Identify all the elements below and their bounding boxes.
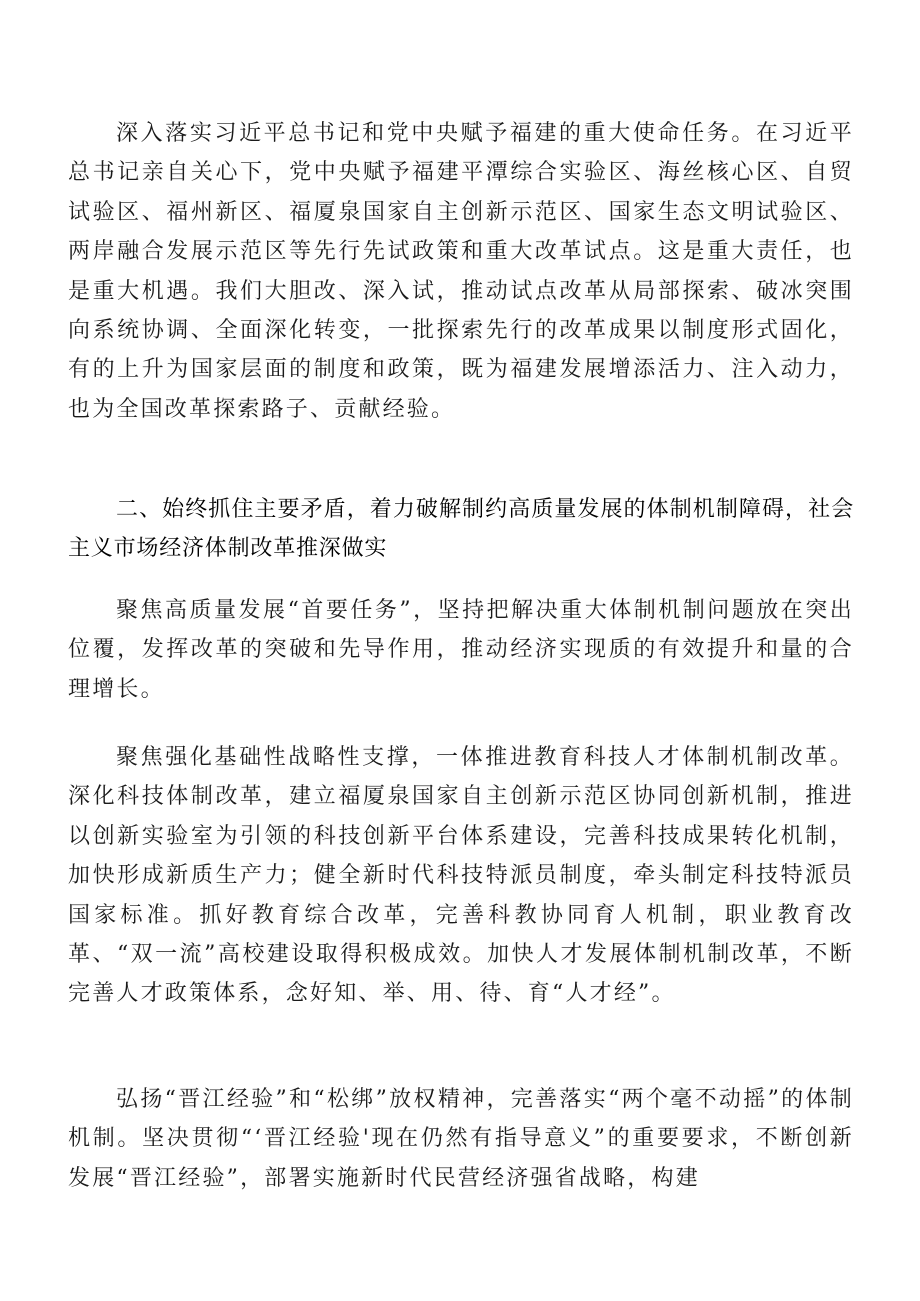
body-paragraph-jinjiang-experience: 弘扬“晋江经验”和“松绑”放权精神，完善落实“两个毫不动摇”的体制机制。坚决贯彻“‘晋江经验'现在仍然有指导意义”的重要要求，不断创新发展“晋江经验”，部署实施新时代民营经济强省战略，构建 [68, 1087, 854, 1191]
body-paragraph-reform-pilots: 深入落实习近平总书记和党中央赋予福建的重大使命任务。在习近平总书记亲自关心下，党中央赋予福建平潭综合实验区、海丝核心区、自贸试验区、福州新区、福厦泉国家自主创新示范区、国家生态文明试验区、两岸融合发展示范区等先行先试政策和重大改革试点。这是重大责任，也是重大机遇。我们大胆改、深入试，推动试点改革从局部探索、破冰突围向系统协调、全面深化转变，一批探索先行的改革成果以制度形式固化，有的上升为国家层面的制度和政策，既为福建发展增添活力、注入动力，也为全国改革探索路子、贡献经验。 [68, 121, 854, 422]
body-paragraph-high-quality-development: 聚焦高质量发展“首要任务”，坚持把解决重大体制机制问题放在突出位覆，发挥改革的突破和先导作用，推动经济实现质的有效提升和量的合理增长。 [68, 598, 854, 702]
section-heading-two: 二、始终抓住主要矛盾，着力破解制约高质量发展的体制机制障碍，社会主义市场经济体制改革推深做实 [68, 497, 854, 561]
body-paragraph-education-science-talent: 聚焦强化基础性战略性支撑，一体推进教育科技人才体制机制改革。深化科技体制改革，建立福厦泉国家自主创新示范区协同创新机制，推进以创新实验室为引领的科技创新平台体系建设，完善科技成果转化机制，加快形成新质生产力；健全新时代科技特派员制度，牵头制定科技特派员国家标准。抓好教育综合改革，完善科教协同育人机制，职业教育改革、“双一流”高校建设取得积极成效。加快人才发展体制机制改革，不断完善人才政策体系，念好知、举、用、待、育“人才经”。 [68, 745, 854, 1007]
